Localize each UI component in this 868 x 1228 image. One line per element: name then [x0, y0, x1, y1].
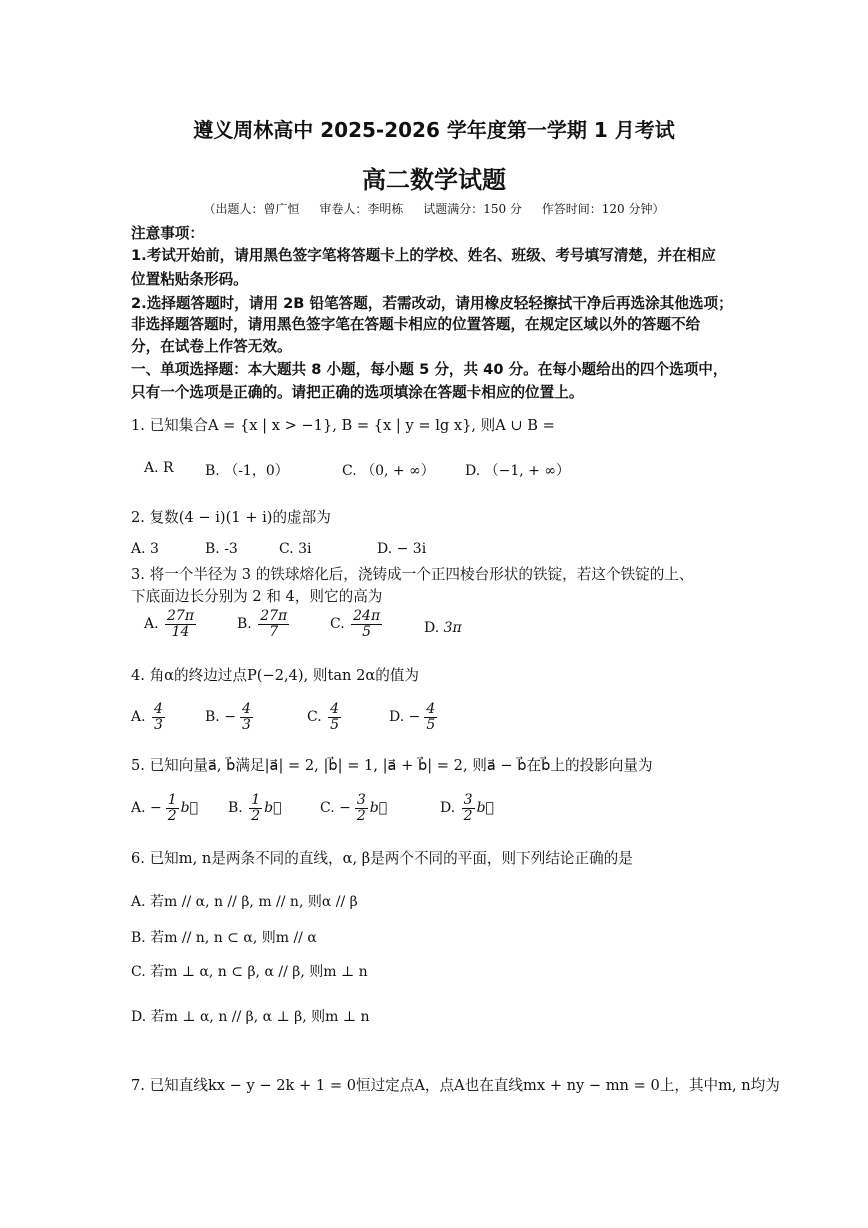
question-6-option-d: D. 若m ⊥ α, n // β, α ⊥ β, 则m ⊥ n [131, 1009, 370, 1025]
question-1-option-d: D. （−1, + ∞） [465, 463, 571, 479]
numerator: 1 [251, 792, 261, 808]
notice-heading: 注意事项： [131, 225, 204, 242]
question-2-option-d: D. − 3i [377, 541, 427, 557]
numerator: 3 [356, 792, 366, 808]
question-2-option-c: C. 3i [279, 541, 312, 557]
numerator: 4 [154, 701, 163, 717]
vector-b: b⃗ [180, 800, 199, 817]
section-1-line-2: 只有一个选项是正确的。请把正确的选项填涂在答题卡相应的位置上。 [131, 384, 584, 401]
fraction [351, 609, 382, 639]
question-5-option-a [131, 793, 198, 823]
fraction [328, 702, 341, 732]
notice-item-1-line-1: 1.考试开始前，请用黑色签字笔将答题卡上的学校、姓名、班级、考号填写清楚，并在相应 [131, 247, 716, 264]
vector-b: b⃗ [476, 800, 494, 817]
denominator: 14 [171, 623, 190, 640]
fraction [165, 609, 196, 639]
numerator: 4 [330, 701, 340, 717]
denominator: 2 [251, 807, 261, 824]
question-1-option-b: B. （-1，0） [205, 463, 289, 479]
question-3-line-1: 3. 将一个半径为 3 的铁球熔化后，浇铸成一个正四棱台形状的铁锭，若这个铁锭的上、 [131, 566, 694, 583]
question-4-option-a [131, 702, 167, 732]
option-label: C. [320, 800, 335, 817]
question-1-option-a: A. R [144, 460, 174, 476]
denominator: 2 [356, 807, 366, 824]
fraction [166, 793, 179, 823]
option-label: A. [131, 800, 146, 817]
fraction [152, 702, 165, 732]
numerator: 1 [167, 792, 177, 808]
exam-meta [0, 200, 868, 217]
question-5-option-d [440, 793, 494, 823]
question-2-option-a: A. 3 [131, 541, 159, 557]
question-4-option-d [389, 702, 439, 732]
question-2-stem: 2. 复数(4 − i)(1 + i)的虚部为 [131, 509, 331, 526]
denominator: 5 [426, 716, 436, 733]
option-label: D. [389, 709, 405, 726]
question-6-stem: 6. 已知m, n是两条不同的直线，α, β是两个不同的平面，则下列结论正确的是 [131, 850, 633, 867]
question-1-option-c: C. （0, + ∞） [342, 463, 435, 479]
notice-item-1-line-2: 位置粘贴条形码。 [131, 271, 248, 288]
notice-item-2-line-2: 非选择题答题时，请用黑色签字笔在答题卡相应的位置答题，在规定区域以外的答题不给 [131, 316, 701, 333]
fraction [424, 702, 437, 732]
question-4-option-b [205, 702, 255, 732]
question-6-option-c: C. 若m ⊥ α, n ⊂ β, α // β, 则m ⊥ n [131, 964, 368, 980]
option-value: 3π [443, 620, 462, 636]
numerator: 27π [260, 608, 288, 624]
minus-sign: − [150, 800, 162, 817]
option-label: B. [205, 709, 220, 726]
section-1-line-1: 一、单项选择题：本大题共 8 小题，每小题 5 分，共 40 分。在每小题给出的四个选项中， [131, 361, 728, 378]
numerator: 27π [167, 608, 195, 624]
option-label: B. [237, 616, 252, 633]
notice-item-2-line-1: 2.选择题答题时，请用 2B 铅笔答题，若需改动，请用橡皮轻轻擦拭干净后再选涂其他选项； [131, 295, 733, 312]
exam-subtitle: 高二数学试题 [362, 166, 506, 194]
denominator: 5 [362, 623, 372, 640]
question-6-option-b: B. 若m // n, n ⊂ α, 则m // α [131, 930, 317, 946]
option-label: B. [228, 800, 243, 817]
minus-sign: − [224, 709, 236, 726]
question-5-stem: 5. 已知向量a⃗, b⃗满足|a⃗| = 2, |b⃗| = 1, |a⃗ + b⃗| = 2, 则a⃗ − b⃗在b⃗上的投影向量为 [131, 757, 653, 774]
denominator: 7 [269, 623, 279, 640]
question-4-option-c [307, 702, 343, 732]
fraction [462, 793, 475, 823]
question-3-option-c [330, 609, 384, 639]
question-2-option-b: B. -3 [205, 541, 238, 557]
option-label: A. [144, 616, 159, 633]
denominator: 2 [463, 807, 473, 824]
question-3-option-d [424, 620, 462, 636]
denominator: 3 [241, 716, 251, 733]
denominator: 3 [154, 716, 163, 733]
numerator: 4 [241, 701, 251, 717]
option-label: C. [307, 709, 322, 726]
option-label: A. [131, 709, 146, 726]
option-label: D. [424, 620, 440, 636]
question-1-stem: 1. 已知集合A = {x | x > −1}, B = {x | y = lg x}, 则A ∪ B = [131, 417, 555, 434]
fraction [258, 609, 289, 639]
numerator: 4 [426, 701, 436, 717]
meta-reviewer: 审卷人：李明栋 [319, 202, 404, 216]
question-3-option-b [237, 609, 291, 639]
fraction [240, 702, 253, 732]
option-label: D. [440, 800, 456, 817]
meta-full-score: 试题满分：150 分 [423, 202, 522, 216]
numerator: 24π [353, 608, 381, 624]
numerator: 3 [463, 792, 473, 808]
denominator: 2 [167, 807, 177, 824]
question-5-option-b [228, 793, 282, 823]
meta-time: 作答时间：120 分钟） [541, 202, 665, 216]
meta-setter: （出题人：曾广恒 [203, 202, 300, 216]
exam-title: 遵义周林高中 2025-2026 学年度第一学期 1 月考试 [193, 118, 675, 142]
vector-b: b⃗ [264, 800, 282, 817]
question-3-line-2: 下底面边长分别为 2 和 4，则它的高为 [131, 588, 383, 605]
fraction [355, 793, 368, 823]
question-4-stem: 4. 角α的终边过点P(−2,4), 则tan 2α的值为 [131, 667, 420, 684]
notice-item-2-line-3: 分，在试卷上作答无效。 [131, 338, 292, 355]
fraction [249, 793, 262, 823]
minus-sign: − [339, 800, 351, 817]
question-6-option-a: A. 若m // α, n // β, m // n, 则α // β [131, 894, 358, 910]
question-5-option-c [320, 793, 387, 823]
option-label: C. [330, 616, 345, 633]
question-3-option-a [144, 609, 198, 639]
question-7-stem: 7. 已知直线kx − y − 2k + 1 = 0恒过定点A，点A也在直线mx + ny − mn = 0上，其中m, n均为 [131, 1077, 780, 1094]
minus-sign: − [408, 709, 421, 726]
vector-b: b⃗ [369, 800, 388, 817]
denominator: 5 [330, 716, 340, 733]
